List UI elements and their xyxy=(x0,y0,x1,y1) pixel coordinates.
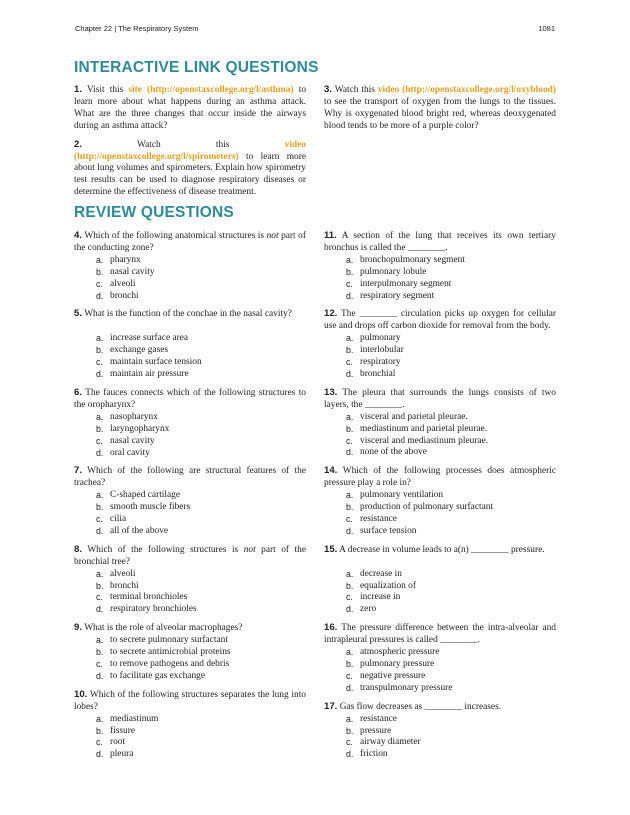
question-text-post: part of the conducting zone? xyxy=(74,231,306,253)
question-5 xyxy=(74,308,306,381)
question-9 xyxy=(74,622,306,683)
question-number: 17. xyxy=(324,700,338,712)
option-b: b. smooth muscle fibers xyxy=(96,502,191,513)
question-number: 15. xyxy=(324,543,338,555)
option-a: a. bronchopulmonary segment xyxy=(346,254,465,265)
option-d: d. pleura xyxy=(96,749,134,760)
answer-options xyxy=(324,255,556,303)
option-a: a. atmospheric pressure xyxy=(346,647,440,658)
running-header-chapter: Chapter 22 | The Respiratory System xyxy=(75,24,199,33)
option-d: d. oral cavity xyxy=(96,447,150,458)
option-d: d. bronchial xyxy=(346,368,396,379)
answer-options xyxy=(324,333,556,381)
question-number: 4. xyxy=(74,230,83,241)
question-text: What is the role of alveolar macrophages? xyxy=(82,623,243,634)
question-17 xyxy=(324,701,556,762)
question-2 xyxy=(74,139,306,200)
question-number: 13. xyxy=(324,386,338,398)
option-c: c. resistance xyxy=(346,513,397,524)
question-number: 7. xyxy=(74,465,83,477)
question-number: 2. xyxy=(74,138,83,150)
question-number: 3. xyxy=(324,84,333,95)
question-text-pre: Watch this xyxy=(332,85,378,95)
question-text: Which of the following structures separates the lung into lobes? xyxy=(74,689,306,712)
answer-options xyxy=(74,635,306,683)
question-text: The ________ circulation picks up oxygen for cellular use and drops off carbon dioxide for removal from the body. xyxy=(324,309,556,332)
question-6 xyxy=(74,387,306,459)
option-d: d. to facilitate gas exchange xyxy=(96,670,206,681)
review-right-column xyxy=(324,230,556,767)
option-c: c. alveoli xyxy=(96,278,136,289)
option-b: b. pulmonary lobule xyxy=(346,266,427,277)
option-d: d. transpulmonary pressure xyxy=(346,682,453,693)
option-b: b. interlobular xyxy=(346,345,404,356)
option-a: a. visceral and parietal pleurae. xyxy=(346,411,468,422)
question-3 xyxy=(324,84,556,133)
option-d: d. maintain air pressure xyxy=(96,369,189,380)
answer-options xyxy=(324,569,556,617)
option-d: d. none of the above xyxy=(346,447,427,458)
emphasis-not: not xyxy=(243,544,256,555)
option-d: d. surface tension xyxy=(346,525,417,536)
question-number: 12. xyxy=(324,308,338,320)
question-14 xyxy=(324,465,556,537)
option-d: d. all of the above xyxy=(96,525,169,536)
option-c: c. visceral and mediastinum pleurae. xyxy=(346,435,489,446)
option-b: b. production of pulmonary surfactant xyxy=(346,502,494,513)
question-text: Gas flow decreases as ________ increases. xyxy=(337,701,502,712)
answer-options xyxy=(74,714,306,762)
question-number: 6. xyxy=(74,386,83,398)
question-15 xyxy=(324,544,556,617)
option-b: b. pressure xyxy=(346,725,392,736)
option-b: b. laryngopharynx xyxy=(96,423,170,434)
interactive-left-column xyxy=(74,84,306,205)
option-b: b. pulmonary pressure xyxy=(346,659,435,669)
option-a: a. mediastinum xyxy=(96,713,159,724)
answer-options xyxy=(324,490,556,538)
option-a: a. alveoli xyxy=(96,568,136,579)
option-a: a. pulmonary ventilation xyxy=(346,490,444,501)
question-text-pre: Which of the following structures is xyxy=(82,544,244,555)
question-text-post: part of the bronchial tree? xyxy=(74,544,306,567)
question-number: 8. xyxy=(74,543,83,555)
answer-options xyxy=(74,255,306,303)
emphasis-not: not xyxy=(266,231,279,241)
question-number: 14. xyxy=(324,465,338,477)
question-text-pre: Which of the following anatomical structures is xyxy=(82,231,267,241)
interactive-right-column xyxy=(324,84,556,139)
option-a: a. pulmonary xyxy=(346,333,401,344)
spirometers-video-link[interactable]: video (http://openstaxcollege.org/l/spirometers) xyxy=(74,139,306,162)
question-number: 11. xyxy=(324,230,337,241)
question-number: 10. xyxy=(74,688,88,700)
option-c: c. cilia xyxy=(96,514,127,525)
answer-options xyxy=(74,569,306,617)
question-12 xyxy=(324,308,556,380)
question-text-pre: Visit this xyxy=(82,85,129,95)
option-b: b. nasal cavity xyxy=(96,266,155,277)
question-text-post: to learn more about what happens during an asthma attack. What are the three changes that occur inside the airways during an asthma attack? xyxy=(74,85,307,131)
interactive-link-questions-heading: INTERACTIVE LINK QUESTIONS xyxy=(74,59,319,76)
option-c: c. respiratory xyxy=(346,357,401,368)
option-c: c. nasal cavity xyxy=(96,435,155,446)
option-c: c. interpulmonary segment xyxy=(346,278,452,289)
option-a: a. C-shaped cartilage xyxy=(96,490,181,501)
option-d: d. friction xyxy=(346,749,388,760)
option-b: b. equalization of xyxy=(346,580,416,591)
option-c: c. negative pressure xyxy=(346,670,426,681)
option-a: a. pharynx xyxy=(96,254,141,265)
option-a: a. to secrete pulmonary surfactant xyxy=(96,635,228,646)
question-text: A section of the lung that receives its own tertiary bronchus is called the ________. xyxy=(324,231,556,253)
question-11 xyxy=(324,230,556,302)
option-b: b. exchange gases xyxy=(96,345,169,356)
question-number: 16. xyxy=(324,622,338,634)
question-text: The pleura that surrounds the lungs consists of two layers, the ________. xyxy=(324,387,556,410)
option-c: c. increase in xyxy=(346,592,401,603)
answer-options xyxy=(324,714,556,762)
question-10 xyxy=(74,689,306,761)
question-text: Which of the following processes does atmospheric pressure play a role in? xyxy=(324,466,556,489)
question-4 xyxy=(74,230,306,302)
question-16 xyxy=(324,622,556,694)
asthma-site-link[interactable]: site (http://openstaxcollege.org/l/asthma) xyxy=(128,85,294,95)
option-b: b. to secrete antimicrobial proteins xyxy=(96,647,231,658)
option-a: a. nasopharynx xyxy=(96,411,158,422)
option-b: b. mediastinum and parietal pleurae. xyxy=(346,423,488,434)
option-d: d. respiratory bronchioles xyxy=(96,604,197,615)
question-number: 1. xyxy=(74,84,83,95)
question-text: What is the function of the conchae in the nasal cavity? xyxy=(82,309,292,320)
question-text: Which of the following are structural features of the trachea? xyxy=(74,466,306,489)
question-text-post: to learn more about lung volumes and spirometers. Explain how spirometry test results can be used to diagnose respiratory diseases or determine the effectiveness of disease treatment. xyxy=(74,151,306,198)
question-text: The fauces connects which of the following structures to the oropharynx? xyxy=(74,387,306,410)
oxyblood-video-link[interactable]: video (http://openstaxcollege.org/l/oxyblood) xyxy=(377,85,556,95)
answer-options xyxy=(324,647,556,695)
option-c: c. to remove pathogens and debris xyxy=(96,659,230,669)
option-c: c. root xyxy=(96,737,126,748)
review-questions-heading: REVIEW QUESTIONS xyxy=(74,204,234,221)
question-number: 5. xyxy=(74,308,83,320)
answer-options xyxy=(74,490,306,538)
question-7 xyxy=(74,465,306,537)
option-d: d. zero xyxy=(346,604,377,615)
question-1 xyxy=(74,84,306,133)
option-a: a. resistance xyxy=(346,713,397,724)
answer-options xyxy=(74,333,306,381)
question-13 xyxy=(324,387,556,459)
question-text: The pressure difference between the intra-alveolar and intrapleural pressures is called ________. xyxy=(324,623,556,646)
question-text: A decrease in volume leads to a(n) ________ pressure. xyxy=(337,544,545,555)
question-text-post: to see the transport of oxygen from the lungs to the tissues. Why is oxygenated blood bright red, whereas deoxygenated blood tends to be more of a purple color? xyxy=(324,96,556,131)
option-c: c. maintain surface tension xyxy=(96,357,202,368)
question-number: 9. xyxy=(74,622,83,634)
option-d: d. bronchi xyxy=(96,290,139,301)
option-a: a. decrease in xyxy=(346,568,402,579)
answer-options xyxy=(324,412,556,460)
page-number: 1081 xyxy=(538,24,555,33)
question-text-pre: Watch this xyxy=(82,139,285,150)
question-8 xyxy=(74,544,306,616)
answer-options xyxy=(74,412,306,460)
option-b: b. fissure xyxy=(96,725,135,736)
option-c: c. terminal bronchioles xyxy=(96,592,188,603)
option-c: c. airway diameter xyxy=(346,737,421,748)
option-a: a. increase surface area xyxy=(96,333,189,344)
review-left-column xyxy=(74,230,306,767)
option-d: d. respiratory segment xyxy=(346,290,435,301)
option-b: b. bronchi xyxy=(96,580,139,591)
